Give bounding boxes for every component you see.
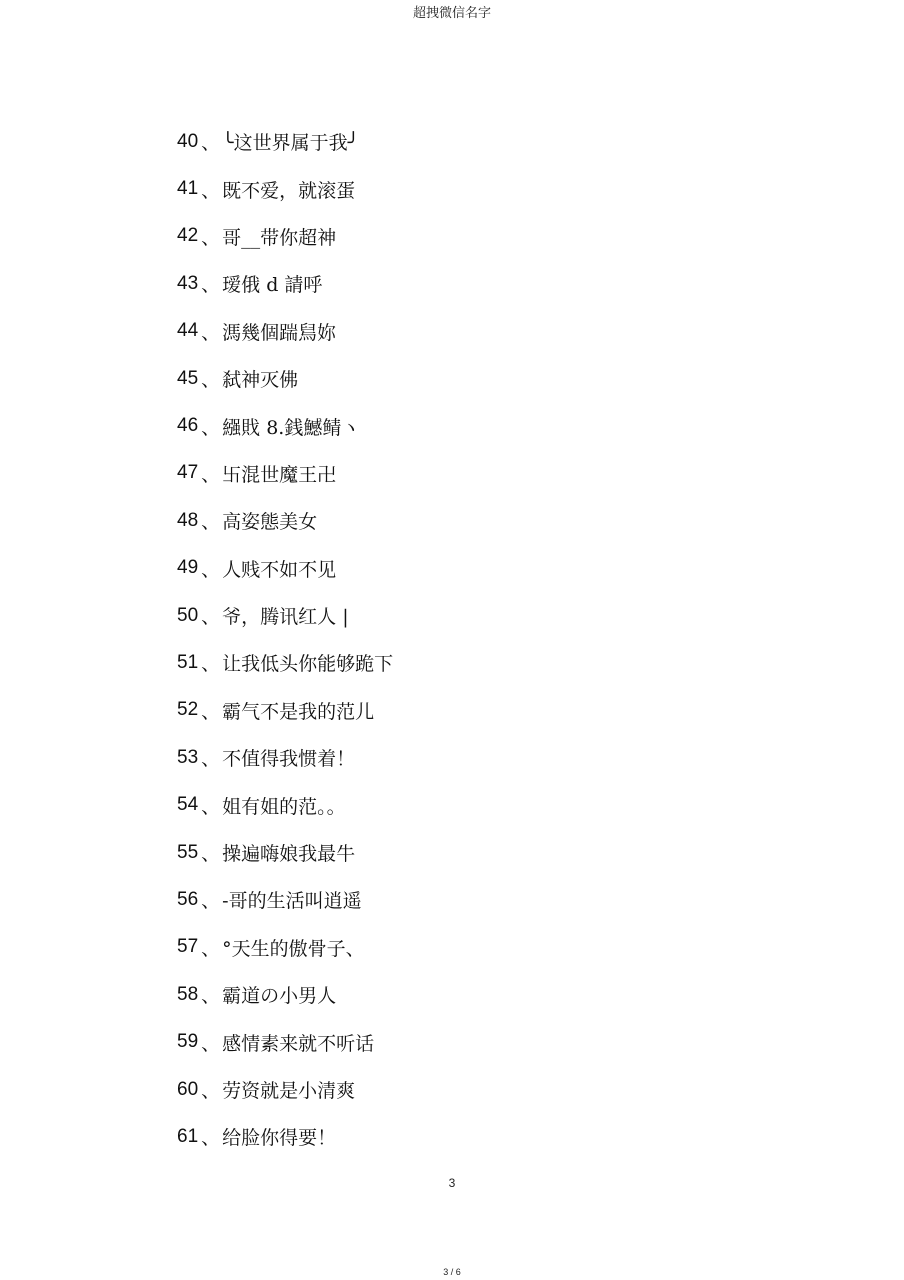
item-text: 霸道の小男人 xyxy=(222,985,337,1008)
list-item xyxy=(177,355,393,402)
item-separator: 、 xyxy=(201,700,221,723)
item-text: 既不爱，就滚蛋 xyxy=(222,179,356,202)
item-number: 53 xyxy=(177,746,199,768)
item-number: 54 xyxy=(177,794,199,816)
item-separator: 、 xyxy=(201,937,221,960)
item-text: 感情素来就不听话 xyxy=(222,1032,375,1055)
item-separator: 、 xyxy=(201,890,221,913)
list-item xyxy=(177,165,393,212)
item-text: 姐有姐的范。。 xyxy=(222,795,346,818)
item-separator: 、 xyxy=(201,463,221,486)
item-text: 弑神灭佛 xyxy=(222,369,299,392)
item-number: 41 xyxy=(177,178,199,200)
item-separator: 、 xyxy=(201,985,221,1008)
item-number: 40 xyxy=(177,130,199,152)
list-item xyxy=(177,213,393,260)
item-separator: 、 xyxy=(201,748,221,771)
list-item xyxy=(177,592,393,639)
item-text: 操遍嗨娘我最牛 xyxy=(222,843,356,866)
item-number: 59 xyxy=(177,1031,199,1053)
item-text: 瑷俄 d 請呼 xyxy=(222,274,323,297)
item-separator: 、 xyxy=(201,1080,221,1102)
item-text: 溤幾個踹舃妳 xyxy=(222,321,337,344)
item-text: 人贱不如不见 xyxy=(222,558,337,581)
item-number: 57 xyxy=(177,936,199,958)
list-item xyxy=(177,781,393,828)
list-item xyxy=(177,639,393,686)
page-counter: 3 / 6 xyxy=(443,1267,461,1277)
item-text: 高姿態美女 xyxy=(222,511,318,534)
list-item xyxy=(177,450,393,497)
item-number: 52 xyxy=(177,699,199,721)
item-text: -哥的生活叫逍遥 xyxy=(222,890,362,913)
item-number: 43 xyxy=(177,272,199,294)
list-item xyxy=(177,118,393,165)
item-number: 44 xyxy=(177,320,199,342)
item-separator: 、 xyxy=(201,558,221,581)
item-number: 50 xyxy=(177,604,199,626)
list-item xyxy=(177,924,393,971)
list-item xyxy=(177,734,393,781)
list-item xyxy=(177,545,393,592)
item-number: 55 xyxy=(177,841,199,863)
item-separator: 、 xyxy=(201,1032,221,1055)
item-separator: 、 xyxy=(201,321,221,344)
item-separator: 、 xyxy=(201,795,221,818)
item-separator: 、 xyxy=(201,226,221,249)
item-text: 繦戝 8.銭鱤鲭ヽ xyxy=(222,416,361,439)
item-text: 卐混世魔王卍 xyxy=(222,463,337,486)
item-number: 46 xyxy=(177,415,199,437)
list-item xyxy=(177,829,393,876)
item-separator: 、 xyxy=(201,179,221,202)
item-separator: 、 xyxy=(201,606,221,629)
item-number: 56 xyxy=(177,888,199,910)
list-item xyxy=(177,876,393,923)
item-text: 给脸你得要！ xyxy=(222,1127,337,1150)
list-item xyxy=(177,971,393,1018)
list-item xyxy=(177,497,393,544)
list-item xyxy=(177,1066,393,1113)
list-item xyxy=(177,308,393,355)
item-text: 让我低头你能够跪下 xyxy=(222,653,394,676)
item-number: 51 xyxy=(177,651,199,673)
list-item xyxy=(177,260,393,307)
page-number: 3 xyxy=(448,1176,456,1190)
item-number: 58 xyxy=(177,983,199,1005)
item-separator: 、 xyxy=(201,1127,221,1150)
item-text: 霸气不是我的范儿 xyxy=(222,700,375,723)
list-item xyxy=(177,1018,393,1065)
item-separator: 、 xyxy=(201,369,221,392)
item-text: ╰这世界属于我╯ xyxy=(222,132,360,155)
item-text: 不值得我惯着！ xyxy=(222,748,356,771)
name-list xyxy=(177,118,393,1161)
item-separator: 、 xyxy=(201,653,221,676)
item-separator: 、 xyxy=(201,132,221,155)
item-number: 47 xyxy=(177,462,199,484)
item-separator: 、 xyxy=(201,274,221,297)
item-number: 48 xyxy=(177,509,199,531)
document-header-title: 超拽微信名字 xyxy=(412,6,491,21)
item-text: 爷，腾讯红人 | xyxy=(222,606,349,629)
item-number: 42 xyxy=(177,225,199,247)
item-separator: 、 xyxy=(201,843,221,866)
item-number: 49 xyxy=(177,557,199,579)
list-item xyxy=(177,1113,393,1160)
list-item xyxy=(177,402,393,449)
item-text: 哥__带你超神 xyxy=(222,226,337,249)
item-number: 45 xyxy=(177,367,199,389)
item-number: 60 xyxy=(177,1078,199,1100)
item-separator: 、 xyxy=(201,416,221,439)
item-text: 劳资就是小清爽 xyxy=(222,1080,356,1102)
item-number: 61 xyxy=(177,1125,199,1147)
item-text: °天生的傲骨子、 xyxy=(222,937,365,960)
list-item xyxy=(177,687,393,734)
item-separator: 、 xyxy=(201,511,221,534)
